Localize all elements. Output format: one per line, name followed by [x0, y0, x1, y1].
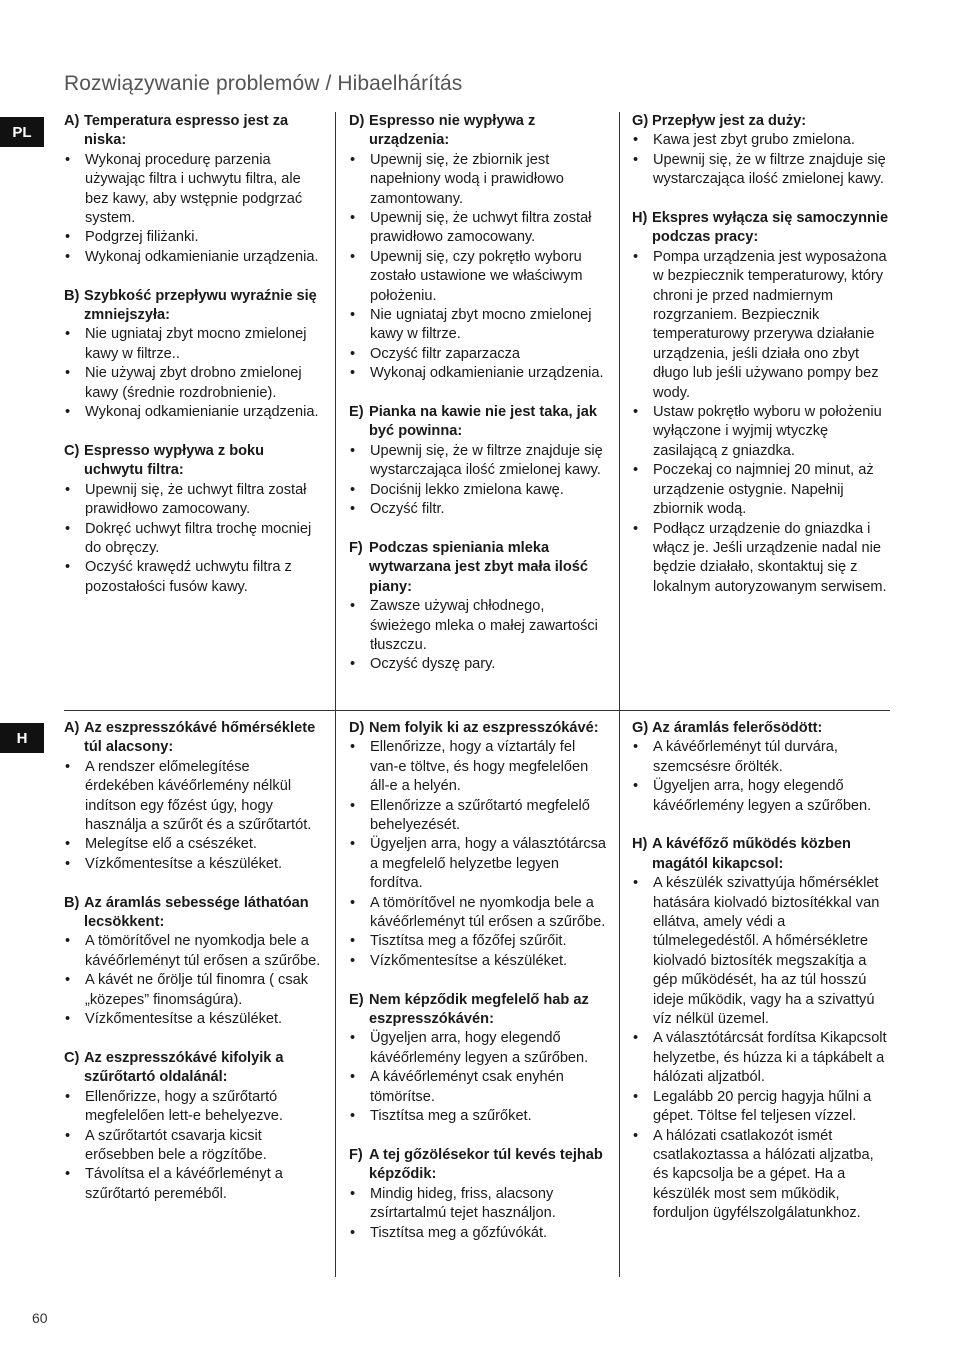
problem-title: Nem képződik megfelelő hab az eszpresszókávén: [369, 991, 589, 1028]
list-item [632, 461, 890, 519]
list-item-text: Távolítsa el a kávéőrleményt a szűrőtartó pereméből. [85, 1166, 283, 1202]
list-item-text: Ügyeljen arra, hogy elegendő kávéőrlemény legyen a szűrőben. [370, 1030, 589, 1066]
list-item-text: Poczekaj co najmniej 20 minut, aż urządzenie ostygnie. Napełnij zbiornik wodą. [653, 462, 874, 518]
bullet-icon: • [65, 520, 71, 537]
list-item-text: Legalább 20 percig hagyja hűlni a gépet. Töltse fel teljesen vízzel. [653, 1088, 872, 1125]
list-item [349, 364, 607, 383]
problem-letter: B) [64, 287, 80, 304]
troubleshooting-section-pl [64, 112, 890, 710]
problem-heading [349, 991, 607, 1030]
list-item [64, 971, 321, 1010]
column-2 [335, 112, 619, 710]
list-item [632, 248, 890, 403]
troubleshooting-section-hu [64, 710, 890, 1277]
bullet-icon: • [350, 1185, 356, 1202]
list-item-text: A rendszer előmelegítése érdekében kávéőrlemény nélkül indítson egy főzést úgy, hogy használja a szűrőt és a szűrőtartót. [85, 758, 312, 834]
list-item [349, 1029, 607, 1068]
problem-block [632, 209, 890, 597]
list-item [64, 228, 321, 247]
problem-heading [349, 112, 607, 151]
list-item-text: A kávéőrleményt túl durvára, szemcsésre őrölték. [653, 739, 838, 775]
list-item [349, 597, 607, 655]
problem-title: Pianka na kawie nie jest taka, jak być powinna: [369, 404, 597, 440]
list-item-text: Tisztítsa meg a főzőfej szűrőit. [370, 933, 567, 950]
bullet-icon: • [633, 520, 639, 537]
problem-letter: B) [64, 894, 80, 911]
problem-letter: H) [632, 210, 648, 227]
list-item [64, 558, 321, 597]
list-item-text: Vízkőmentesítse a készüléket. [85, 1011, 283, 1028]
list-item [64, 403, 321, 422]
bullet-icon: • [633, 248, 639, 265]
list-item [64, 364, 321, 403]
list-item-text: A tömörítővel ne nyomkodja bele a kávéőrleményt túl erősen a szűrőbe. [85, 933, 321, 969]
problem-letter: C) [64, 1049, 80, 1066]
list-item [632, 738, 890, 777]
bullet-icon: • [65, 1127, 71, 1144]
list-item [349, 248, 607, 306]
problem-block [632, 719, 890, 816]
bullet-icon: • [633, 739, 639, 756]
list-item-text: Podłącz urządzenie do gniazdka i włącz je. Jeśli urządzenie nadal nie będzie działało, skontaktuj się z lokalnym autoryzowanym serwisem. [653, 520, 887, 595]
problem-block [349, 403, 607, 519]
problem-title: Szybkość przepływu wyraźnie się zmniejszyła: [84, 287, 317, 324]
list-item [632, 151, 890, 190]
bullet-icon: • [350, 656, 356, 673]
problem-letter: F) [349, 539, 363, 556]
list-item-text: Mindig hideg, friss, alacsony zsírtartalmú tejet használjon. [370, 1185, 556, 1222]
bullet-icon: • [350, 248, 356, 265]
list-item-text: Kawa jest zbyt grubo zmielona. [653, 132, 855, 149]
bullet-icon: • [65, 1011, 71, 1028]
bullet-icon: • [633, 151, 639, 168]
list-item-text: Ellenőrizze a szűrőtartó megfelelő behelyezését. [370, 797, 590, 834]
problem-heading [64, 112, 321, 151]
list-item [632, 874, 890, 1029]
list-item [632, 777, 890, 816]
bullet-icon: • [350, 1069, 356, 1086]
problem-letter: F) [349, 1146, 363, 1163]
problem-heading [64, 894, 321, 933]
problem-heading [349, 1146, 607, 1185]
list-item-text: A hálózati csatlakozót ismét csatlakoztassa a hálózati aljzatba, és kapcsolja be a gépet. Ha a készülék most sem működik, forduljon ügyfélszolgálatunkhoz. [653, 1127, 874, 1222]
bullet-icon: • [65, 248, 71, 265]
page-title: Rozwiązywanie problemów / Hibaelhárítás [64, 72, 463, 95]
list-item [64, 1127, 321, 1166]
problem-title: Espresso nie wypływa z urządzenia: [369, 113, 536, 149]
problem-heading [64, 442, 321, 481]
list-item-text: Melegítse elő a csészéket. [85, 836, 257, 853]
problem-block [632, 112, 890, 190]
list-item [349, 500, 607, 519]
list-item-text: Upewnij się, że uchwyt filtra został prawidłowo zamocowany. [85, 481, 307, 518]
column-3 [619, 112, 890, 710]
problem-heading [64, 1049, 321, 1088]
list-item [349, 1185, 607, 1224]
problem-block [349, 1146, 607, 1243]
problem-block [64, 719, 321, 874]
bullet-icon: • [633, 1127, 639, 1144]
bullet-icon: • [350, 345, 356, 362]
language-tab-hu: H [0, 723, 44, 753]
problem-heading [632, 112, 890, 131]
problem-block [64, 894, 321, 1030]
list-item-text: Upewnij się, że w filtrze znajduje się wystarczająca ilość zmielonej kawy. [653, 151, 886, 188]
bullet-icon: • [633, 875, 639, 892]
list-item-text: Ellenőrizze, hogy a szűrőtartó megfelelően lett-e behelyezve. [85, 1088, 283, 1125]
list-item-text: Wykonaj odkamienianie urządzenia. [85, 404, 319, 421]
problem-letter: E) [349, 404, 364, 421]
list-item [349, 655, 607, 674]
problem-title: Przepływ jest za duży: [652, 113, 807, 129]
bullet-icon: • [65, 326, 71, 343]
bullet-icon: • [65, 855, 71, 872]
problem-heading [64, 287, 321, 326]
list-item [632, 1127, 890, 1224]
list-item-text: Oczyść filtr zaparzacza [370, 345, 521, 362]
problem-heading [632, 719, 890, 738]
list-item [64, 835, 321, 854]
bullet-icon: • [350, 1108, 356, 1125]
bullet-icon: • [65, 836, 71, 853]
bullet-icon: • [633, 404, 639, 421]
problem-block [349, 719, 607, 971]
list-item [64, 1165, 321, 1204]
problem-letter: G) [632, 113, 649, 129]
bullet-icon: • [65, 481, 71, 498]
list-item-text: Oczyść krawędź uchwytu filtra z pozostałości fusów kawy. [85, 559, 292, 595]
list-item [64, 151, 321, 229]
list-item [64, 481, 321, 520]
problem-title: A tej gőzölésekor túl kevés tejhab képződik: [369, 1146, 603, 1183]
bullet-icon: • [350, 481, 356, 498]
bullet-icon: • [350, 836, 356, 853]
bullet-icon: • [350, 210, 356, 227]
list-item-text: Pompa urządzenia jest wyposażona w bezpiecznik temperaturowy, który chroni je przed nadmiernym rozgrzaniem. Bezpiecznik temperaturowy przerywa działanie urządzenia, jeśli działa ono zbyt długo lub jeśli używano pompy bez wody. [653, 248, 887, 401]
list-item-text: Podgrzej filiżanki. [85, 229, 199, 246]
list-item [349, 797, 607, 836]
problem-title: Temperatura espresso jest za niska: [84, 113, 289, 149]
list-item [64, 248, 321, 267]
list-item-text: Wykonaj odkamienianie urządzenia. [85, 248, 319, 265]
list-item-text: Upewnij się, że uchwyt filtra został prawidłowo zamocowany. [370, 210, 592, 246]
list-item-text: Dociśnij lekko zmielona kawę. [370, 481, 564, 498]
bullet-icon: • [350, 1224, 356, 1241]
list-item [349, 345, 607, 364]
list-item [349, 952, 607, 971]
bullet-icon: • [350, 1030, 356, 1047]
bullet-icon: • [350, 307, 356, 324]
list-item-text: A kávét ne őrölje túl finomra ( csak „közepes” finomságúra). [85, 972, 309, 1008]
problem-letter: A) [64, 113, 80, 129]
list-item-text: A tömörítővel ne nyomkodja bele a kávéőrleményt túl erősen a szűrőbe. [370, 894, 606, 931]
list-item-text: Tisztítsa meg a szűrőket. [370, 1108, 532, 1125]
bullet-icon: • [350, 365, 356, 382]
problem-letter: G) [632, 720, 649, 736]
bullet-icon: • [350, 151, 356, 168]
list-item [64, 932, 321, 971]
list-item-text: Oczyść dyszę pary. [370, 656, 496, 673]
list-item-text: Upewnij się, że zbiornik jest napełniony wodą i prawidłowo zamontowany. [370, 151, 564, 207]
bullet-icon: • [350, 442, 356, 459]
problem-letter: A) [64, 720, 80, 736]
bullet-icon: • [65, 404, 71, 421]
list-item-text: Oczyść filtr. [370, 501, 445, 518]
list-item-text: Nie ugniataj zbyt mocno zmielonej kawy w filtrze. [370, 307, 592, 343]
list-item [349, 1068, 607, 1107]
page-number: 60 [32, 1310, 48, 1326]
bullet-icon: • [65, 151, 71, 168]
list-item-text: Zawsze używaj chłodnego, świeżego mleka o małej zawartości tłuszczu. [370, 598, 598, 653]
problem-heading [632, 209, 890, 248]
list-item [632, 131, 890, 150]
list-item-text: Ügyeljen arra, hogy elegendő kávéőrlemény legyen a szűrőben. [653, 778, 872, 814]
problem-heading [349, 539, 607, 597]
bullet-icon: • [633, 132, 639, 149]
problem-letter: E) [349, 991, 364, 1008]
problem-title: Az eszpresszókávé kifolyik a szűrőtartó oldalánál: [84, 1049, 284, 1086]
list-item-text: Wykonaj odkamienianie urządzenia. [370, 365, 604, 382]
problem-block [64, 287, 321, 423]
bullet-icon: • [633, 778, 639, 795]
bullet-icon: • [350, 933, 356, 950]
list-item-text: Tisztítsa meg a gőzfúvókát. [370, 1224, 548, 1241]
list-item-text: Wykonaj procedurę parzenia używając filtra i uchwytu filtra, ale bez kawy, aby wstępnie podgrzać system. [85, 151, 303, 227]
problem-block [64, 1049, 321, 1204]
list-item [64, 758, 321, 836]
bullet-icon: • [65, 972, 71, 989]
problem-title: Espresso wypływa z boku uchwytu filtra: [84, 442, 265, 479]
list-item-text: Upewnij się, że w filtrze znajduje się wystarczająca ilość zmielonej kawy. [370, 442, 603, 479]
problem-block [64, 442, 321, 597]
bullet-icon: • [350, 598, 356, 615]
problem-title: Az eszpresszókávé hőmérséklete túl alacsony: [84, 720, 316, 756]
bullet-icon: • [350, 797, 356, 814]
bullet-icon: • [350, 894, 356, 911]
problem-block [349, 991, 607, 1127]
bullet-icon: • [65, 229, 71, 246]
list-item-text: Upewnij się, czy pokrętło wyboru zostało ustawione we właściwym położeniu. [370, 248, 583, 304]
column-1 [64, 112, 335, 710]
list-item-text: Dokręć uchwyt filtra trochę mocniej do obręczy. [85, 520, 312, 556]
list-item [349, 835, 607, 893]
problem-block [64, 112, 321, 267]
list-item [64, 1088, 321, 1127]
list-item [349, 306, 607, 345]
list-item [349, 894, 607, 933]
list-item [349, 1224, 607, 1243]
bullet-icon: • [65, 1088, 71, 1105]
bullet-icon: • [65, 1166, 71, 1183]
list-item-text: A készülék szivattyúja hőmérséklet hatására kiolvadó biztosítékkal van ellátva, amely védi a túlmelegedéstől. A hőmérsékletre kiolvadó biztosíték megszakítja a gép működését, ha az túl hosszú ideje működik, vagy ha a szivattyú víz nélkül üzemel. [653, 875, 880, 1028]
problem-letter: C) [64, 442, 80, 459]
column-3 [619, 711, 890, 1277]
problem-block [632, 835, 890, 1223]
list-item [64, 325, 321, 364]
list-item [64, 855, 321, 874]
list-item-text: A szűrőtartót csavarja kicsit erősebben bele a rögzítőbe. [85, 1127, 267, 1163]
column-2 [335, 711, 619, 1277]
list-item-text: Ellenőrizze, hogy a víztartály fel van-e töltve, és hogy megfelelően áll-e a helyén. [370, 739, 589, 795]
problem-block [349, 539, 607, 675]
problem-title: Nem folyik ki az eszpresszókávé: [369, 720, 599, 736]
problem-letter: H) [632, 836, 648, 853]
problem-title: Podczas spieniania mleka wytwarzana jest zbyt mała ilość piany: [369, 539, 588, 595]
list-item-text: Nie ugniataj zbyt mocno zmielonej kawy w filtrze.. [85, 326, 307, 362]
problem-title: Az áramlás sebessége láthatóan lecsökkent: [84, 894, 309, 931]
list-item [632, 1088, 890, 1127]
problem-heading [349, 403, 607, 442]
list-item [632, 1029, 890, 1087]
bullet-icon: • [633, 1088, 639, 1105]
column-1 [64, 711, 335, 1277]
list-item [632, 520, 890, 598]
problem-letter: D) [349, 720, 365, 736]
list-item [349, 442, 607, 481]
problem-block [349, 112, 607, 384]
bullet-icon: • [350, 501, 356, 518]
bullet-icon: • [65, 758, 71, 775]
problem-heading [349, 719, 607, 738]
list-item [349, 1107, 607, 1126]
list-item [64, 520, 321, 559]
list-item [349, 209, 607, 248]
language-tab-pl: PL [0, 117, 44, 147]
list-item-text: Vízkőmentesítse a készüléket. [370, 952, 568, 969]
list-item-text: Nie używaj zbyt drobno zmielonej kawy (średnie rozdrobnienie). [85, 365, 302, 401]
list-item [632, 403, 890, 461]
bullet-icon: • [65, 933, 71, 950]
list-item-text: Vízkőmentesítse a készüléket. [85, 855, 283, 872]
list-item-text: Ustaw pokrętło wyboru w położeniu wyłączone i wyjmij wtyczkę zasilającą z gniazdka. [653, 404, 882, 459]
problem-heading [632, 835, 890, 874]
list-item [349, 932, 607, 951]
list-item [349, 738, 607, 796]
problem-letter: D) [349, 113, 365, 129]
list-item [349, 481, 607, 500]
bullet-icon: • [633, 1030, 639, 1047]
problem-title: A kávéfőző működés közben magától kikapcsol: [652, 836, 851, 872]
bullet-icon: • [350, 952, 356, 969]
list-item [349, 151, 607, 209]
list-item-text: Ügyeljen arra, hogy a választótárcsa a megfelelő helyzetbe legyen fordítva. [370, 836, 607, 892]
bullet-icon: • [65, 365, 71, 382]
bullet-icon: • [65, 559, 71, 576]
bullet-icon: • [633, 462, 639, 479]
problem-title: Az áramlás felerősödött: [652, 720, 823, 736]
list-item-text: A kávéőrleményt csak enyhén tömörítse. [370, 1069, 564, 1105]
problem-title: Ekspres wyłącza się samoczynnie podczas pracy: [652, 210, 889, 246]
list-item [64, 1010, 321, 1029]
problem-heading [64, 719, 321, 758]
list-item-text: A választótárcsát fordítsa Kikapcsolt helyzetbe, és húzza ki a tápkábelt a hálózati aljzatból. [653, 1030, 887, 1086]
bullet-icon: • [350, 739, 356, 756]
